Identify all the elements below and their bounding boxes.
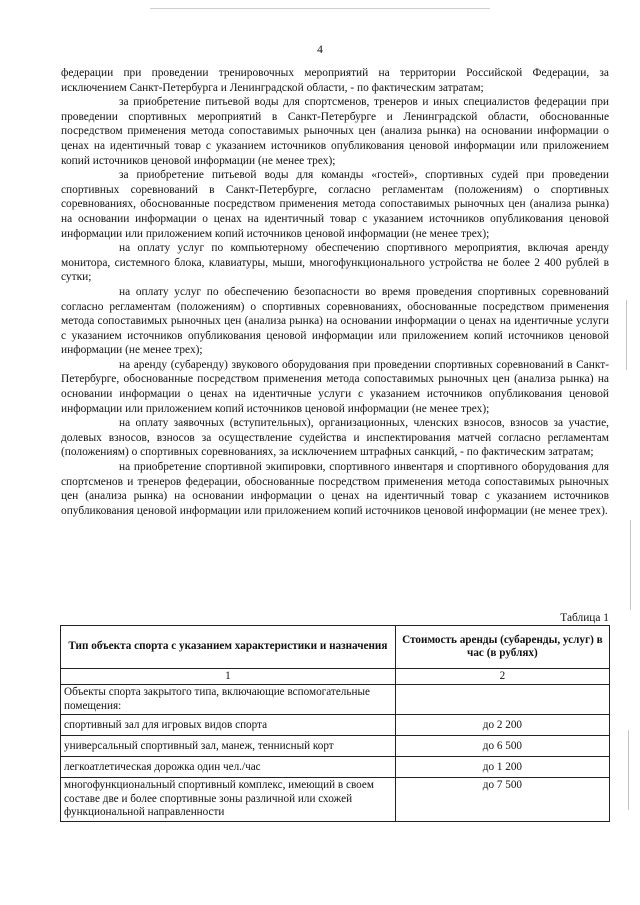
- paragraph: на приобретение спортивной экипировки, спортивного инвентаря и спортивного оборудования для спортсменов и тренеров федерации, обоснованные посредством применения метода сопоставимых рыночных цен (анализа рынка) на основании информации о ценах на идентичный товар с указанием источников опубликования ценовой информации или приложением копий источников ценовой информации (не менее трех).: [61, 461, 609, 517]
- price-cell: до 2 200: [395, 715, 609, 736]
- paragraph: на оплату услуг по обеспечению безопасности во время проведения спортивных соревнований согласно регламентам (положениям) о спортивных соревнованиях, обоснованные посредством применения метода сопоставимых рыночных цен (анализа рынка) на основании информации о ценах на идентичные услуги с указанием источников опубликования ценовой информации или приложением копий источников ценовой информации (не менее трех);: [61, 285, 609, 357]
- table-row: [61, 757, 610, 778]
- table-header-row: [61, 626, 610, 669]
- object-type-cell: многофункциональный спортивный комплекс, имеющий в своем составе две и более спортивные зоны различной или схожей функциональной направленности: [61, 778, 396, 821]
- object-type-cell: спортивный зал для игровых видов спорта: [61, 715, 396, 736]
- scan-top-rule: [150, 8, 490, 9]
- table-caption: Таблица 1: [560, 612, 609, 624]
- column-number-row: [61, 669, 610, 685]
- paragraph: федерации при проведении тренировочных мероприятий на территории Российской Федерации, за исключением Санкт-Петербурга и Ленинградской области, - по фактическим затратам;: [61, 67, 609, 94]
- column-number: 2: [395, 669, 609, 685]
- table-row: [61, 778, 610, 821]
- object-type-cell: универсальный спортивный зал, манеж, теннисный корт: [61, 736, 396, 757]
- paragraph: за приобретение питьевой воды для спортсменов, тренеров и иных специалистов федерации при проведении спортивных мероприятий в Санкт-Петербурге и Ленинградской области, обоснованные посредством применения метода сопоставимых рыночных цен (анализа рынка) на основании информации о ценах на идентичный товар с указанием источников опубликования ценовой информации или приложением копий источников ценовой информации (не менее трех);: [61, 96, 609, 167]
- scan-margin-mark: [626, 300, 627, 370]
- paragraph: на оплату заявочных (вступительных), организационных, членских взносов, взносов за участие, долевых взносов, взносов за осуществление судейства и инспектирования матчей согласно регламентам (положениям) о спортивных соревнованиях, за исключением штрафных санкций, - по фактическим затратам;: [61, 417, 609, 459]
- group-header-cell: Объекты спорта закрытого типа, включающие вспомогательные помещения:: [61, 685, 396, 715]
- scan-margin-mark: [628, 730, 629, 810]
- rental-cost-table: [60, 625, 610, 822]
- column-number: 1: [61, 669, 396, 685]
- price-cell: до 6 500: [395, 736, 609, 757]
- paragraph: на оплату услуг по компьютерному обеспечению спортивного мероприятия, включая аренду монитора, системного блока, клавиатуры, мыши, многофункционального устройства не более 2 400 рублей в сутки;: [61, 242, 609, 284]
- paragraph: за приобретение питьевой воды для команды «гостей», спортивных судей при проведении спортивных соревнований в Санкт-Петербурге, согласно регламентам (положениям) о спортивных соревнованиях, обоснованные посредством применения метода сопоставимых рыночных цен (анализа рынка) на основании информации о ценах на идентичный товар с указанием источников опубликования ценовой информации или приложением копий источников ценовой информации (не менее трех);: [61, 169, 609, 240]
- column-header-cost: Стоимость аренды (субаренды, услуг) в час (в рублях): [395, 626, 609, 669]
- page-number: 4: [317, 44, 323, 56]
- paragraph: на аренду (субаренду) звукового оборудования при проведении спортивных соревнований в Санкт-Петербурге, обоснованные посредством применения метода сопоставимых рыночных цен (анализа рынка) на основании информации о ценах на идентичные услуги с указанием источников опубликования ценовой информации или приложением копий источников ценовой информации (не менее трех);: [61, 358, 609, 415]
- price-cell: до 1 200: [395, 757, 609, 778]
- scan-margin-mark: [630, 520, 631, 610]
- price-cell: до 7 500: [395, 778, 609, 821]
- table-group-row: [61, 685, 610, 715]
- table-row: [61, 715, 610, 736]
- object-type-cell: легкоатлетическая дорожка один чел./час: [61, 757, 396, 778]
- table-row: [61, 736, 610, 757]
- column-header-object-type: Тип объекта спорта с указанием характеристики и назначения: [61, 626, 396, 669]
- document-body: [61, 66, 609, 518]
- empty-cell: [395, 685, 609, 715]
